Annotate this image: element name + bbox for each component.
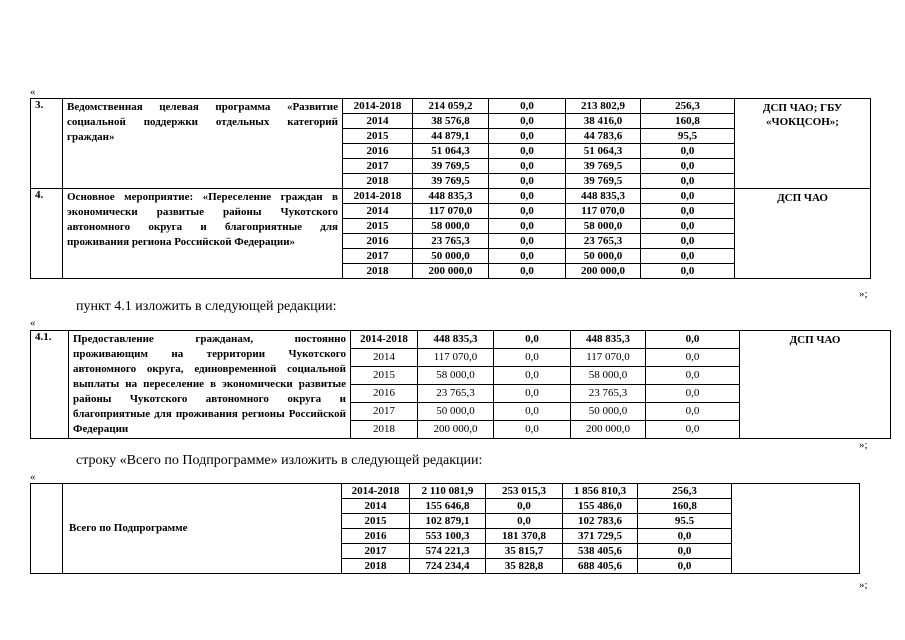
cell: 0,0 — [489, 219, 566, 234]
cell: 155 486,0 — [563, 499, 638, 514]
cell: 39 769,5 — [566, 159, 641, 174]
row-responsible: ДСП ЧАО — [735, 189, 871, 279]
cell: 58 000,0 — [418, 367, 494, 385]
cell: 2014-2018 — [351, 331, 418, 349]
empty-cell — [732, 484, 860, 574]
cell: 448 835,3 — [571, 331, 646, 349]
cell: 38 416,0 — [566, 114, 641, 129]
program-table-1 — [30, 98, 871, 279]
cell: 0,0 — [638, 544, 732, 559]
cell: 39 769,5 — [413, 159, 489, 174]
quote-close-3: »; — [859, 579, 868, 591]
cell: 0,0 — [489, 264, 566, 279]
cell: 0,0 — [646, 367, 740, 385]
cell: 2016 — [343, 144, 413, 159]
cell: 2014-2018 — [343, 189, 413, 204]
cell: 0,0 — [638, 559, 732, 574]
empty-cell — [31, 484, 63, 574]
quote-open-2: « — [30, 317, 36, 329]
cell: 0,0 — [489, 99, 566, 114]
cell: 2 110 081,9 — [410, 484, 486, 499]
cell: 0,0 — [641, 264, 735, 279]
cell: 0,0 — [489, 234, 566, 249]
cell: 0,0 — [486, 514, 563, 529]
cell: 2015 — [342, 514, 410, 529]
cell: 102 783,6 — [563, 514, 638, 529]
cell: 2016 — [343, 234, 413, 249]
cell: 2014-2018 — [343, 99, 413, 114]
cell: 538 405,6 — [563, 544, 638, 559]
cell: 44 783,6 — [566, 129, 641, 144]
cell: 0,0 — [641, 204, 735, 219]
row-description: Ведомственная целевая программа «Развитие социальной поддержки отдельных категорий граждан» — [63, 99, 343, 189]
cell: 58 000,0 — [566, 219, 641, 234]
cell: 256,3 — [638, 484, 732, 499]
cell: 102 879,1 — [410, 514, 486, 529]
cell: 0,0 — [646, 403, 740, 421]
table-row — [31, 189, 871, 204]
cell: 51 064,3 — [413, 144, 489, 159]
cell: 35 828,8 — [486, 559, 563, 574]
cell: 214 059,2 — [413, 99, 489, 114]
cell: 0,0 — [489, 174, 566, 189]
cell: 200 000,0 — [566, 264, 641, 279]
program-table-2 — [30, 330, 891, 439]
cell: 51 064,3 — [566, 144, 641, 159]
cell: 2015 — [343, 219, 413, 234]
cell: 58 000,0 — [571, 367, 646, 385]
cell: 724 234,4 — [410, 559, 486, 574]
cell: 2017 — [351, 403, 418, 421]
cell: 117 070,0 — [418, 349, 494, 367]
cell: 448 835,3 — [413, 189, 489, 204]
cell: 117 070,0 — [413, 204, 489, 219]
cell: 58 000,0 — [413, 219, 489, 234]
cell: 2014-2018 — [342, 484, 410, 499]
row-number: 4. — [31, 189, 63, 279]
cell: 35 815,7 — [486, 544, 563, 559]
cell: 117 070,0 — [571, 349, 646, 367]
cell: 448 835,3 — [418, 331, 494, 349]
cell: 688 405,6 — [563, 559, 638, 574]
cell: 44 879,1 — [413, 129, 489, 144]
cell: 0,0 — [646, 421, 740, 439]
cell: 2015 — [343, 129, 413, 144]
cell: 2018 — [343, 264, 413, 279]
cell: 0,0 — [646, 385, 740, 403]
cell: 0,0 — [641, 174, 735, 189]
cell: 0,0 — [489, 144, 566, 159]
cell: 200 000,0 — [418, 421, 494, 439]
cell: 256,3 — [641, 99, 735, 114]
instruction-paragraph-1: пункт 4.1 изложить в следующей редакции: — [76, 299, 337, 314]
cell: 2016 — [351, 385, 418, 403]
quote-open-3: « — [30, 471, 36, 483]
cell: 2018 — [342, 559, 410, 574]
cell: 50 000,0 — [566, 249, 641, 264]
cell: 50 000,0 — [413, 249, 489, 264]
cell: 0,0 — [489, 189, 566, 204]
cell: 0,0 — [494, 367, 571, 385]
cell: 0,0 — [494, 331, 571, 349]
cell: 0,0 — [494, 403, 571, 421]
cell: 39 769,5 — [566, 174, 641, 189]
cell: 50 000,0 — [418, 403, 494, 421]
cell: 2014 — [351, 349, 418, 367]
cell: 2014 — [342, 499, 410, 514]
quote-close-1: »; — [859, 288, 868, 300]
cell: 2016 — [342, 529, 410, 544]
cell: 2017 — [342, 544, 410, 559]
cell: 574 221,3 — [410, 544, 486, 559]
cell: 2017 — [343, 159, 413, 174]
cell: 0,0 — [489, 159, 566, 174]
cell: 200 000,0 — [571, 421, 646, 439]
row-number: 4.1. — [31, 331, 69, 439]
cell: 95,5 — [641, 129, 735, 144]
cell: 200 000,0 — [413, 264, 489, 279]
cell: 155 646,8 — [410, 499, 486, 514]
cell: 23 765,3 — [418, 385, 494, 403]
cell: 0,0 — [489, 129, 566, 144]
row-description: Предоставление гражданам, постоянно проживающим на территории Чукотского автономного округа, единовременной социальной выплаты на переселение в экономически развитые районы Чукотского автономного округа и благоприятные для проживания регионы Российской Федерации — [69, 331, 351, 439]
cell: 23 765,3 — [413, 234, 489, 249]
cell: 0,0 — [489, 249, 566, 264]
cell: 117 070,0 — [566, 204, 641, 219]
cell: 2017 — [343, 249, 413, 264]
cell: 38 576,8 — [413, 114, 489, 129]
cell: 23 765,3 — [571, 385, 646, 403]
cell: 160,8 — [638, 499, 732, 514]
cell: 0,0 — [641, 144, 735, 159]
cell: 160,8 — [641, 114, 735, 129]
cell: 0,0 — [489, 204, 566, 219]
instruction-paragraph-2: строку «Всего по Подпрограмме» изложить в следующей редакции: — [76, 453, 483, 468]
cell: 0,0 — [641, 249, 735, 264]
cell: 0,0 — [641, 219, 735, 234]
cell: 181 370,8 — [486, 529, 563, 544]
cell: 39 769,5 — [413, 174, 489, 189]
cell: 2014 — [343, 114, 413, 129]
cell: 0,0 — [494, 349, 571, 367]
cell: 0,0 — [486, 499, 563, 514]
row-number: 3. — [31, 99, 63, 189]
table-row — [31, 99, 871, 114]
cell: 448 835,3 — [566, 189, 641, 204]
cell: 1 856 810,3 — [563, 484, 638, 499]
quote-close-2: »; — [859, 439, 868, 451]
cell: 50 000,0 — [571, 403, 646, 421]
row-description: Основное мероприятие: «Переселение граждан в экономически развитые районы Чукотского автономного округа и благоприятные для проживания региона Российской Федерации» — [63, 189, 343, 279]
cell: 2018 — [343, 174, 413, 189]
cell: 95.5 — [638, 514, 732, 529]
cell: 2015 — [351, 367, 418, 385]
cell: 0,0 — [494, 385, 571, 403]
total-label: Всего по Подпрограмме — [63, 484, 342, 574]
subprogram-total-table — [30, 483, 860, 574]
quote-open-1: « — [30, 86, 36, 98]
cell: 23 765,3 — [566, 234, 641, 249]
cell: 2018 — [351, 421, 418, 439]
cell: 0,0 — [494, 421, 571, 439]
cell: 0,0 — [489, 114, 566, 129]
cell: 2014 — [343, 204, 413, 219]
cell: 253 015,3 — [486, 484, 563, 499]
cell: 0,0 — [641, 159, 735, 174]
cell: 213 802,9 — [566, 99, 641, 114]
cell: 0,0 — [641, 234, 735, 249]
cell: 0,0 — [641, 189, 735, 204]
cell: 371 729,5 — [563, 529, 638, 544]
cell: 0,0 — [638, 529, 732, 544]
cell: 0,0 — [646, 331, 740, 349]
row-responsible: ДСП ЧАО; ГБУ «ЧОКЦСОН»; — [735, 99, 871, 189]
cell: 0,0 — [646, 349, 740, 367]
cell: 553 100,3 — [410, 529, 486, 544]
row-responsible: ДСП ЧАО — [740, 331, 891, 439]
